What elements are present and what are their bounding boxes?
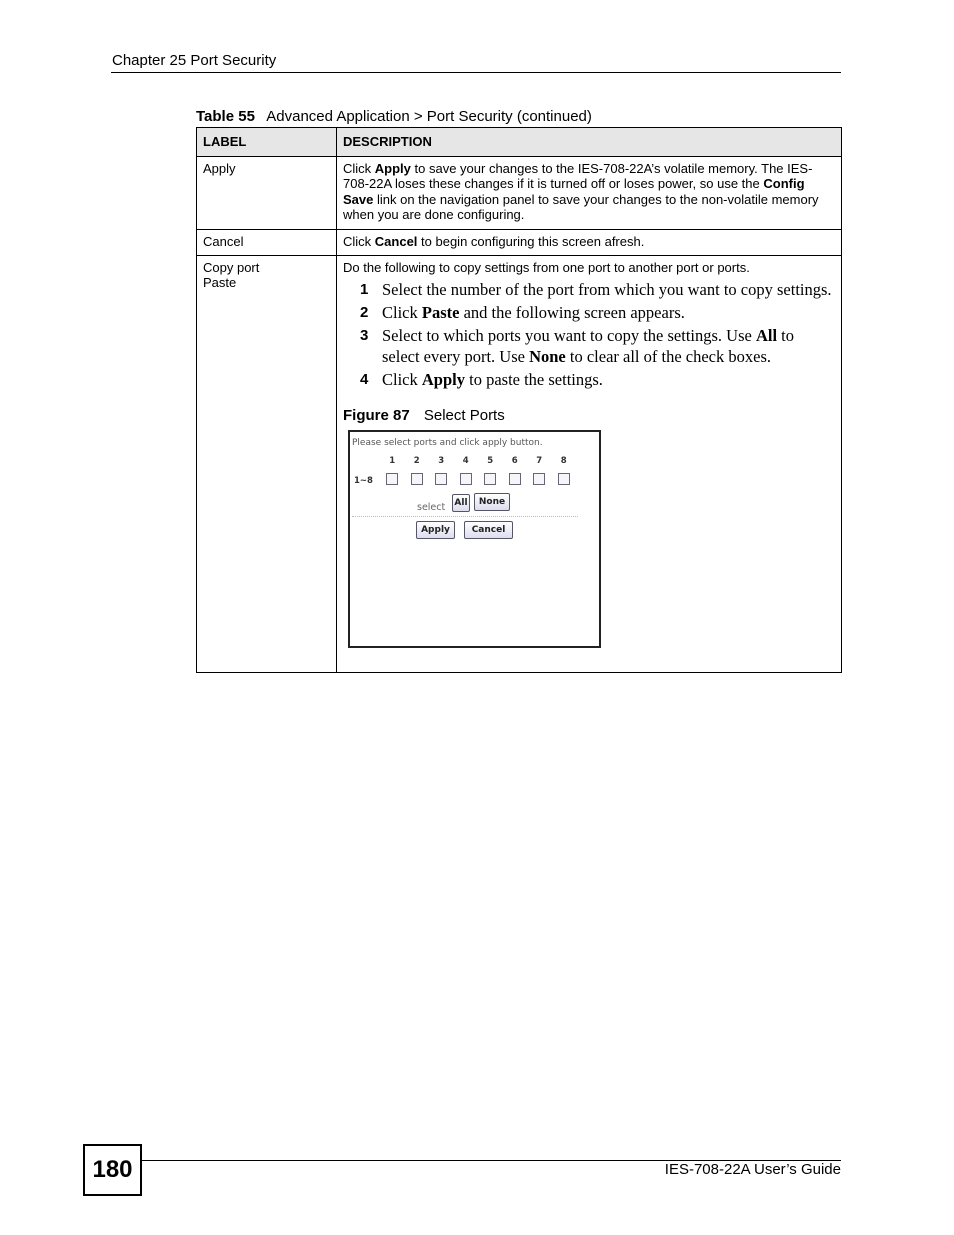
row-description: Click Apply to save your changes to the IES-708-22A’s volatile memory. The IES-708-22A loses these changes if it is turned off or loses power, so use the Config Save link on the navigation panel to save your changes to the non-volatile memory when you are done configuring. <box>337 156 842 229</box>
guide-title: IES-708-22A User’s Guide <box>664 1161 841 1178</box>
port-checkbox[interactable] <box>411 473 423 485</box>
step-item <box>343 325 835 367</box>
port-checkbox[interactable] <box>460 473 472 485</box>
cancel-button[interactable]: Cancel <box>464 521 513 539</box>
copy-steps <box>343 279 835 390</box>
step-text: Select to which ports you want to copy the settings. Use All to select every port. Use None to clear all of the check boxes. <box>382 326 795 366</box>
port-checkbox[interactable] <box>435 473 447 485</box>
row-label <box>197 255 337 672</box>
none-button[interactable]: None <box>474 493 510 511</box>
table-header-row <box>197 128 842 157</box>
port-security-table <box>196 127 842 673</box>
step-item <box>343 279 835 300</box>
port-number-row <box>380 454 576 470</box>
step-item <box>343 302 835 323</box>
copy-intro: Do the following to copy settings from one port to another port or ports. <box>343 259 750 275</box>
row-label-copy-port: Copy port <box>203 259 260 275</box>
table-row-copy-paste <box>197 255 842 672</box>
row-label-paste: Paste <box>203 275 237 290</box>
port-number: 2 <box>413 455 420 466</box>
table-row-cancel <box>197 229 842 255</box>
row-description: Click Cancel to begin configuring this screen afresh. <box>337 229 842 255</box>
port-checkbox[interactable] <box>386 473 398 485</box>
figure-title: Select Ports <box>423 407 505 424</box>
port-number: 8 <box>560 455 567 466</box>
divider <box>352 516 578 517</box>
step-number: 2 <box>360 304 369 321</box>
row-label: Cancel <box>197 229 337 255</box>
port-number: 4 <box>462 455 469 466</box>
port-number: 3 <box>438 455 445 466</box>
table-row-apply <box>197 156 842 229</box>
row-description <box>337 255 842 672</box>
running-header: Chapter 25 Port Security <box>112 52 277 69</box>
figure-label: Figure 87 <box>343 407 410 424</box>
table-caption-title: Advanced Application > Port Security (continued) <box>266 108 592 125</box>
step-item <box>343 369 835 390</box>
screenshot-instruction: Please select ports and click apply button. <box>352 437 543 448</box>
port-range-label: 1~8 <box>354 475 373 486</box>
row-label: Apply <box>197 156 337 229</box>
column-header-label: LABEL <box>197 128 337 157</box>
step-text: Select the number of the port from which you want to copy settings. <box>382 280 832 299</box>
port-number: 1 <box>389 455 396 466</box>
port-checkbox[interactable] <box>509 473 521 485</box>
port-checkbox[interactable] <box>558 473 570 485</box>
port-number: 5 <box>487 455 494 466</box>
port-checkbox[interactable] <box>484 473 496 485</box>
column-header-description: DESCRIPTION <box>337 128 842 157</box>
step-number: 3 <box>360 327 369 344</box>
port-checkbox[interactable] <box>533 473 545 485</box>
select-ports-screenshot <box>348 430 601 648</box>
select-label: select <box>417 501 446 513</box>
step-text: Click Paste and the following screen appears. <box>382 303 685 322</box>
all-button[interactable]: All <box>452 494 470 512</box>
port-number: 6 <box>511 455 518 466</box>
step-number: 1 <box>360 281 369 298</box>
table-caption-label: Table 55 <box>196 108 255 125</box>
header-rule <box>111 72 841 73</box>
port-number: 7 <box>536 455 543 466</box>
port-checkbox-row <box>380 473 576 485</box>
figure-caption <box>343 408 835 424</box>
step-text: Click Apply to paste the settings. <box>382 370 603 389</box>
step-number: 4 <box>360 371 369 388</box>
page-number: 180 <box>83 1144 142 1196</box>
apply-button[interactable]: Apply <box>416 521 455 539</box>
table-caption <box>196 108 592 125</box>
